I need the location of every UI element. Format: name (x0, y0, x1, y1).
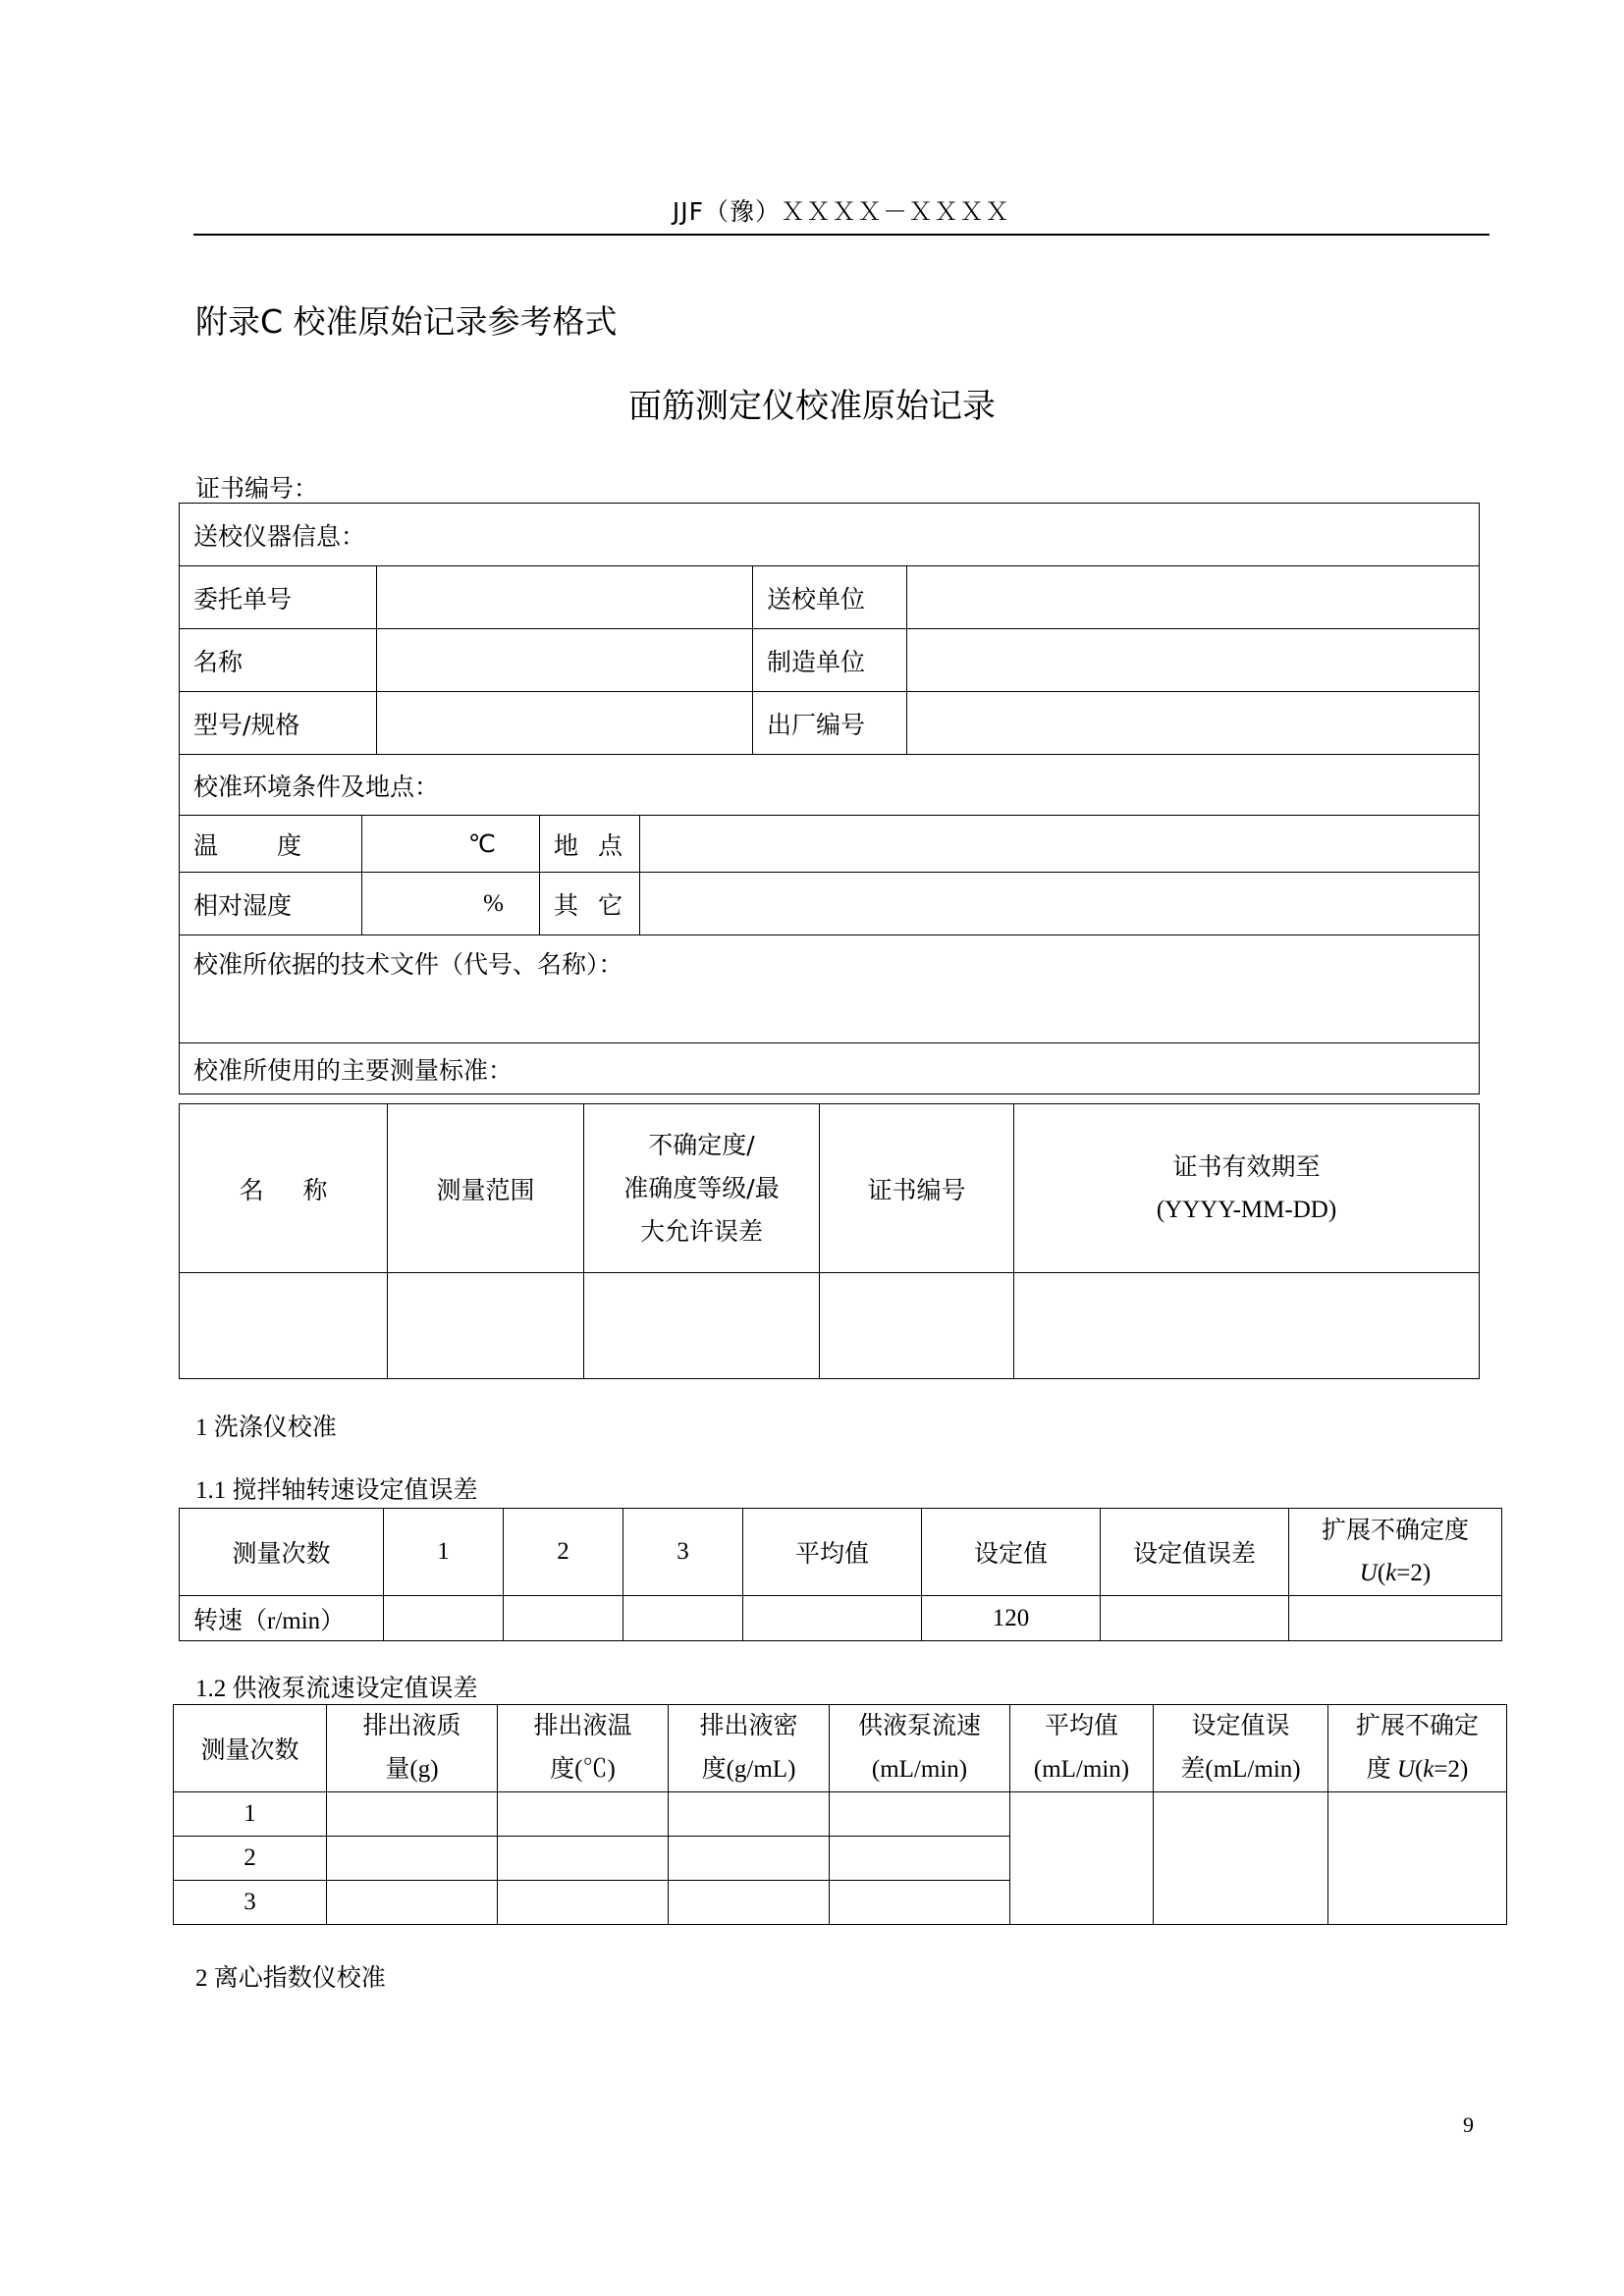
s11-count-header: 测量次数 (180, 1509, 384, 1596)
s12-row-3-flow[interactable] (830, 1881, 1010, 1925)
s12-row-1-mass[interactable] (327, 1792, 498, 1837)
s12-avg-cell[interactable] (1010, 1792, 1154, 1925)
s11-avg-header: 平均值 (743, 1509, 922, 1596)
environment-label: 校准环境条件及地点： (180, 755, 1480, 816)
temperature-label: 温 度 (180, 816, 362, 873)
tech-doc-label: 校准所依据的技术文件（代号、名称）： (180, 935, 1480, 1043)
sender-unit-label: 送校单位 (753, 566, 907, 629)
location-value[interactable] (640, 816, 1480, 873)
document-title: 面筋测定仪校准原始记录 (628, 387, 996, 426)
manufacturer-label: 制造单位 (753, 629, 907, 692)
standard-label: 校准所使用的主要测量标准： (180, 1043, 1480, 1095)
s12-err-cell[interactable] (1154, 1792, 1328, 1925)
section-1-title: 1 洗涤仪校准 (195, 1415, 337, 1441)
s12-mass-header: 排出液质 量(g) (327, 1705, 498, 1792)
s12-avg-header: 平均值 (mL/min) (1010, 1705, 1154, 1792)
instrument-info-label: 送校仪器信息： (180, 504, 1480, 566)
s12-uncertainty-header: 扩展不确定 度 U(k=2) (1328, 1705, 1507, 1792)
s11-speed-avg[interactable] (743, 1596, 922, 1641)
s11-err-header: 设定值误差 (1101, 1509, 1289, 1596)
serial-no-value[interactable] (907, 692, 1480, 755)
section-1-1-title: 1.1 搅拌轴转速设定值误差 (195, 1477, 478, 1504)
commission-no-value[interactable] (377, 566, 753, 629)
std-uncertainty-header: 不确定度/ 准确度等级/最 大允许误差 (584, 1104, 820, 1273)
model-label: 型号/规格 (180, 692, 377, 755)
s12-row-2-temp[interactable] (498, 1837, 669, 1881)
std-validity-header: 证书有效期至 (YYYY-MM-DD) (1014, 1104, 1480, 1273)
instrument-info-table (179, 503, 1480, 1095)
humidity-value[interactable] (362, 873, 540, 935)
s12-row-3-density[interactable] (669, 1881, 830, 1925)
sender-unit-value[interactable] (907, 566, 1480, 629)
s12-row-2-flow[interactable] (830, 1837, 1010, 1881)
s11-speed-err[interactable] (1101, 1596, 1289, 1641)
s12-row-2-label: 2 (174, 1837, 327, 1881)
s12-row-3-mass[interactable] (327, 1881, 498, 1925)
std-uncertainty-cell[interactable] (584, 1273, 820, 1379)
pump-flow-table (173, 1704, 1507, 1925)
std-name-header: 名 称 (180, 1104, 388, 1273)
s11-uncertainty-header: 扩展不确定度 U(k=2) (1289, 1509, 1502, 1596)
s12-row-2-mass[interactable] (327, 1837, 498, 1881)
s11-n2-header: 2 (504, 1509, 623, 1596)
std-validity-cell[interactable] (1014, 1273, 1480, 1379)
s12-row-3-temp[interactable] (498, 1881, 669, 1925)
section-1-2-title: 1.2 供液泵流速设定值误差 (195, 1676, 478, 1702)
s11-speed-set: 120 (922, 1596, 1101, 1641)
std-range-header: 测量范围 (388, 1104, 584, 1273)
std-range-cell[interactable] (388, 1273, 584, 1379)
s12-density-header: 排出液密 度(g/mL) (669, 1705, 830, 1792)
s12-row-1-label: 1 (174, 1792, 327, 1837)
other-value[interactable] (640, 873, 1480, 935)
humidity-label: 相对湿度 (180, 873, 362, 935)
s11-n1-header: 1 (384, 1509, 504, 1596)
other-label: 其 它 (540, 873, 640, 935)
s11-speed-label: 转速（r/min） (180, 1596, 384, 1641)
s12-uncertainty-cell[interactable] (1328, 1792, 1507, 1925)
s12-row-3-label: 3 (174, 1881, 327, 1925)
s12-row-1-flow[interactable] (830, 1792, 1010, 1837)
std-cert-no-header: 证书编号 (820, 1104, 1014, 1273)
header-rule (193, 234, 1489, 236)
manufacturer-value[interactable] (907, 629, 1480, 692)
location-label: 地 点 (540, 816, 640, 873)
commission-no-label: 委托单号 (180, 566, 377, 629)
s12-flow-header: 供液泵流速 (mL/min) (830, 1705, 1010, 1792)
section-2-title: 2 离心指数仪校准 (195, 1965, 386, 1992)
stirring-speed-table (179, 1508, 1502, 1641)
s12-row-1-temp[interactable] (498, 1792, 669, 1837)
s11-speed-uncertainty[interactable] (1289, 1596, 1502, 1641)
name-label: 名称 (180, 629, 377, 692)
serial-no-label: 出厂编号 (753, 692, 907, 755)
temperature-unit: ℃ (467, 829, 496, 858)
model-value[interactable] (377, 692, 753, 755)
s11-set-header: 设定值 (922, 1509, 1101, 1596)
s11-speed-n2[interactable] (504, 1596, 623, 1641)
s12-count-header: 测量次数 (174, 1705, 327, 1792)
s12-temp-header: 排出液温 度(℃) (498, 1705, 669, 1792)
appendix-title: 附录C 校准原始记录参考格式 (195, 302, 618, 341)
page-number: 9 (1463, 2112, 1474, 2137)
s11-speed-n3[interactable] (623, 1596, 743, 1641)
humidity-unit: % (483, 889, 504, 917)
s11-n3-header: 3 (623, 1509, 743, 1596)
temperature-value[interactable] (362, 816, 540, 873)
s11-speed-n1[interactable] (384, 1596, 504, 1641)
s12-err-header: 设定值误 差(mL/min) (1154, 1705, 1328, 1792)
standards-table (179, 1103, 1480, 1379)
s12-row-2-density[interactable] (669, 1837, 830, 1881)
std-cert-no-cell[interactable] (820, 1273, 1014, 1379)
std-name-cell[interactable] (180, 1273, 388, 1379)
s12-row-1-density[interactable] (669, 1792, 830, 1837)
cert-no-label: 证书编号： (195, 474, 319, 503)
document-header: JJF（豫）ＸＸＸＸ－ＸＸＸＸ (672, 197, 1011, 226)
name-value[interactable] (377, 629, 753, 692)
